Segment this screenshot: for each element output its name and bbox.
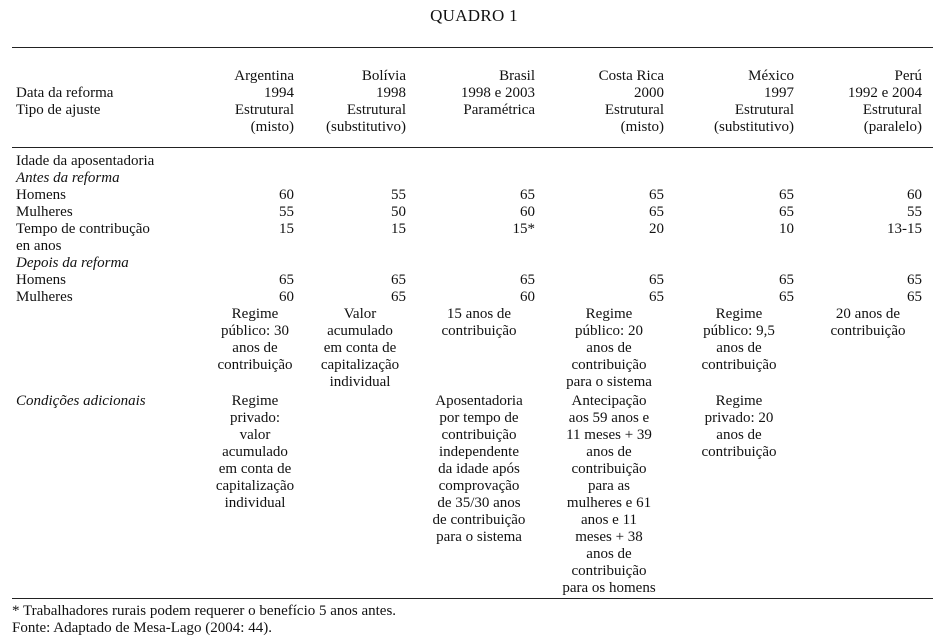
row-label: Tempo de contribução: [16, 221, 150, 237]
table-cell: 65: [649, 187, 664, 203]
note-line: público: 30: [221, 323, 289, 339]
table-cell: 65: [907, 272, 922, 288]
table-cell: 60: [520, 204, 535, 220]
country-type: Estrutural: [734, 102, 794, 118]
note-line: contribuição: [701, 444, 777, 460]
table-title: QUADRO 1: [430, 6, 518, 25]
note-line: contribuição: [571, 357, 647, 373]
note-line: anos e 11: [580, 512, 638, 528]
country-year: 1997: [764, 85, 794, 101]
country-name: Costa Rica: [598, 68, 664, 84]
note-block: [185, 393, 325, 512]
country-subtype: (misto): [250, 119, 294, 135]
note-line: capitalização: [320, 357, 400, 373]
country-subtype: (paralelo): [863, 119, 922, 135]
source: Fonte: Adaptado de Mesa-Lago (2004: 44).: [12, 620, 272, 636]
condicoes-label: Condições adicionais: [16, 393, 146, 409]
country-name: Brasil: [499, 68, 535, 84]
table-cell: 65: [391, 289, 406, 305]
note-line: contribuição: [830, 323, 906, 339]
note-line: contribuição: [441, 427, 517, 443]
row-label: Mulheres: [16, 204, 73, 220]
country-subtype: (substitutivo): [325, 119, 406, 135]
table-cell: 20: [649, 221, 664, 237]
note-line: para o sistema: [436, 529, 522, 545]
note-line: anos de: [232, 340, 278, 356]
country-type: Estrutural: [862, 102, 922, 118]
table-cell: 65: [779, 289, 794, 305]
table-cell: 65: [779, 204, 794, 220]
note-line: 15 anos de: [446, 306, 512, 322]
note-line: anos de: [586, 444, 632, 460]
table-cell: 65: [520, 187, 535, 203]
table-cell: 15*: [512, 221, 535, 237]
country-type: Estrutural: [346, 102, 406, 118]
table-cell: 15: [391, 221, 406, 237]
table-cell: 65: [391, 272, 406, 288]
note-line: capitalização: [215, 478, 295, 494]
note-block: [409, 306, 549, 340]
row-label-cont: en anos: [16, 238, 62, 254]
note-line: de 35/30 anos: [437, 495, 521, 511]
table-cell: 65: [279, 272, 294, 288]
note-line: anos de: [716, 427, 762, 443]
header-rule: [12, 147, 933, 148]
note-line: público: 20: [575, 323, 643, 339]
note-line: em conta de: [323, 340, 397, 356]
note-line: em conta de: [218, 461, 292, 477]
note-line: contribuição: [217, 357, 293, 373]
note-line: meses + 38: [575, 529, 643, 545]
country-subtype: (substitutivo): [713, 119, 794, 135]
note-line: mulheres e 61: [566, 495, 652, 511]
footnote: * Trabalhadores rurais podem requerer o benefício 5 anos antes.: [12, 603, 397, 619]
note-line: aos 59 anos e: [568, 410, 650, 426]
header-label-date: Data da reforma: [16, 85, 114, 101]
table-cell: 60: [907, 187, 922, 203]
note-line: independente: [439, 444, 519, 460]
note-block: [409, 393, 549, 546]
note-line: anos de: [586, 546, 632, 562]
note-line: por tempo de: [439, 410, 519, 426]
note-line: privado:: [230, 410, 280, 426]
table-cell: 60: [279, 187, 294, 203]
country-year: 1992 e 2004: [847, 85, 922, 101]
note-line: individual: [329, 374, 391, 390]
note-line: para os homens: [562, 580, 656, 596]
table-cell: 65: [649, 289, 664, 305]
note-block: [669, 306, 809, 374]
note-line: comprovação: [438, 478, 520, 494]
country-year: 1994: [264, 85, 294, 101]
note-line: valor: [239, 427, 271, 443]
note-line: para o sistema: [566, 374, 652, 390]
note-block: [669, 393, 809, 461]
country-name: Bolívia: [361, 68, 406, 84]
header-label-type: Tipo de ajuste: [16, 102, 101, 118]
country-year: 1998 e 2003: [460, 85, 535, 101]
note-line: Aposentadoria: [435, 393, 523, 409]
note-line: contribuição: [571, 461, 647, 477]
table-cell: 60: [520, 289, 535, 305]
note-line: acumulado: [222, 444, 288, 460]
note-line: da idade após: [438, 461, 520, 477]
note-block: [539, 393, 679, 597]
table-cell: 13-15: [887, 221, 922, 237]
note-line: Regime: [715, 306, 763, 322]
note-line: contribuição: [571, 563, 647, 579]
note-line: Regime: [231, 306, 279, 322]
note-line: anos de: [586, 340, 632, 356]
table-cell: 65: [520, 272, 535, 288]
table-cell: 55: [391, 187, 406, 203]
country-year: 2000: [634, 85, 664, 101]
table-cell: 65: [649, 272, 664, 288]
note-line: 11 meses + 39: [566, 427, 652, 443]
country-type: Estrutural: [234, 102, 294, 118]
table-cell: 65: [649, 204, 664, 220]
table-cell: 60: [279, 289, 294, 305]
note-line: Antecipação: [571, 393, 647, 409]
note-line: acumulado: [327, 323, 393, 339]
note-line: contribuição: [701, 357, 777, 373]
section-antes: Antes da reforma: [16, 170, 120, 186]
note-line: Valor: [343, 306, 377, 322]
section-depois: Depois da reforma: [16, 255, 129, 271]
note-line: individual: [224, 495, 286, 511]
country-subtype: (misto): [620, 119, 664, 135]
note-block: [798, 306, 938, 340]
row-label: Mulheres: [16, 289, 73, 305]
row-label: Homens: [16, 187, 66, 203]
note-line: 20 anos de: [835, 306, 901, 322]
note-line: Regime: [715, 393, 763, 409]
note-line: Regime: [231, 393, 279, 409]
row-label: Homens: [16, 272, 66, 288]
note-line: privado: 20: [704, 410, 774, 426]
table-cell: 65: [907, 289, 922, 305]
country-year: 1998: [376, 85, 406, 101]
country-name: Perú: [894, 68, 922, 84]
note-line: público: 9,5: [703, 323, 775, 339]
country-type: Estrutural: [604, 102, 664, 118]
section-idade: Idade da aposentadoria: [16, 153, 155, 169]
table-cell: 55: [279, 204, 294, 220]
country-name: México: [748, 68, 794, 84]
table-cell: 65: [779, 272, 794, 288]
bottom-rule: [12, 598, 933, 599]
top-rule: [12, 47, 933, 48]
table-cell: 10: [779, 221, 794, 237]
table-cell: 15: [279, 221, 294, 237]
note-line: para as: [587, 478, 631, 494]
table-cell: 50: [391, 204, 406, 220]
country-type: Paramétrica: [463, 102, 535, 118]
table-cell: 65: [779, 187, 794, 203]
country-name: Argentina: [234, 68, 294, 84]
note-block: [539, 306, 679, 391]
note-line: Regime: [585, 306, 633, 322]
table-cell: 55: [907, 204, 922, 220]
note-line: anos de: [716, 340, 762, 356]
note-line: contribuição: [441, 323, 517, 339]
note-line: de contribuição: [432, 512, 526, 528]
